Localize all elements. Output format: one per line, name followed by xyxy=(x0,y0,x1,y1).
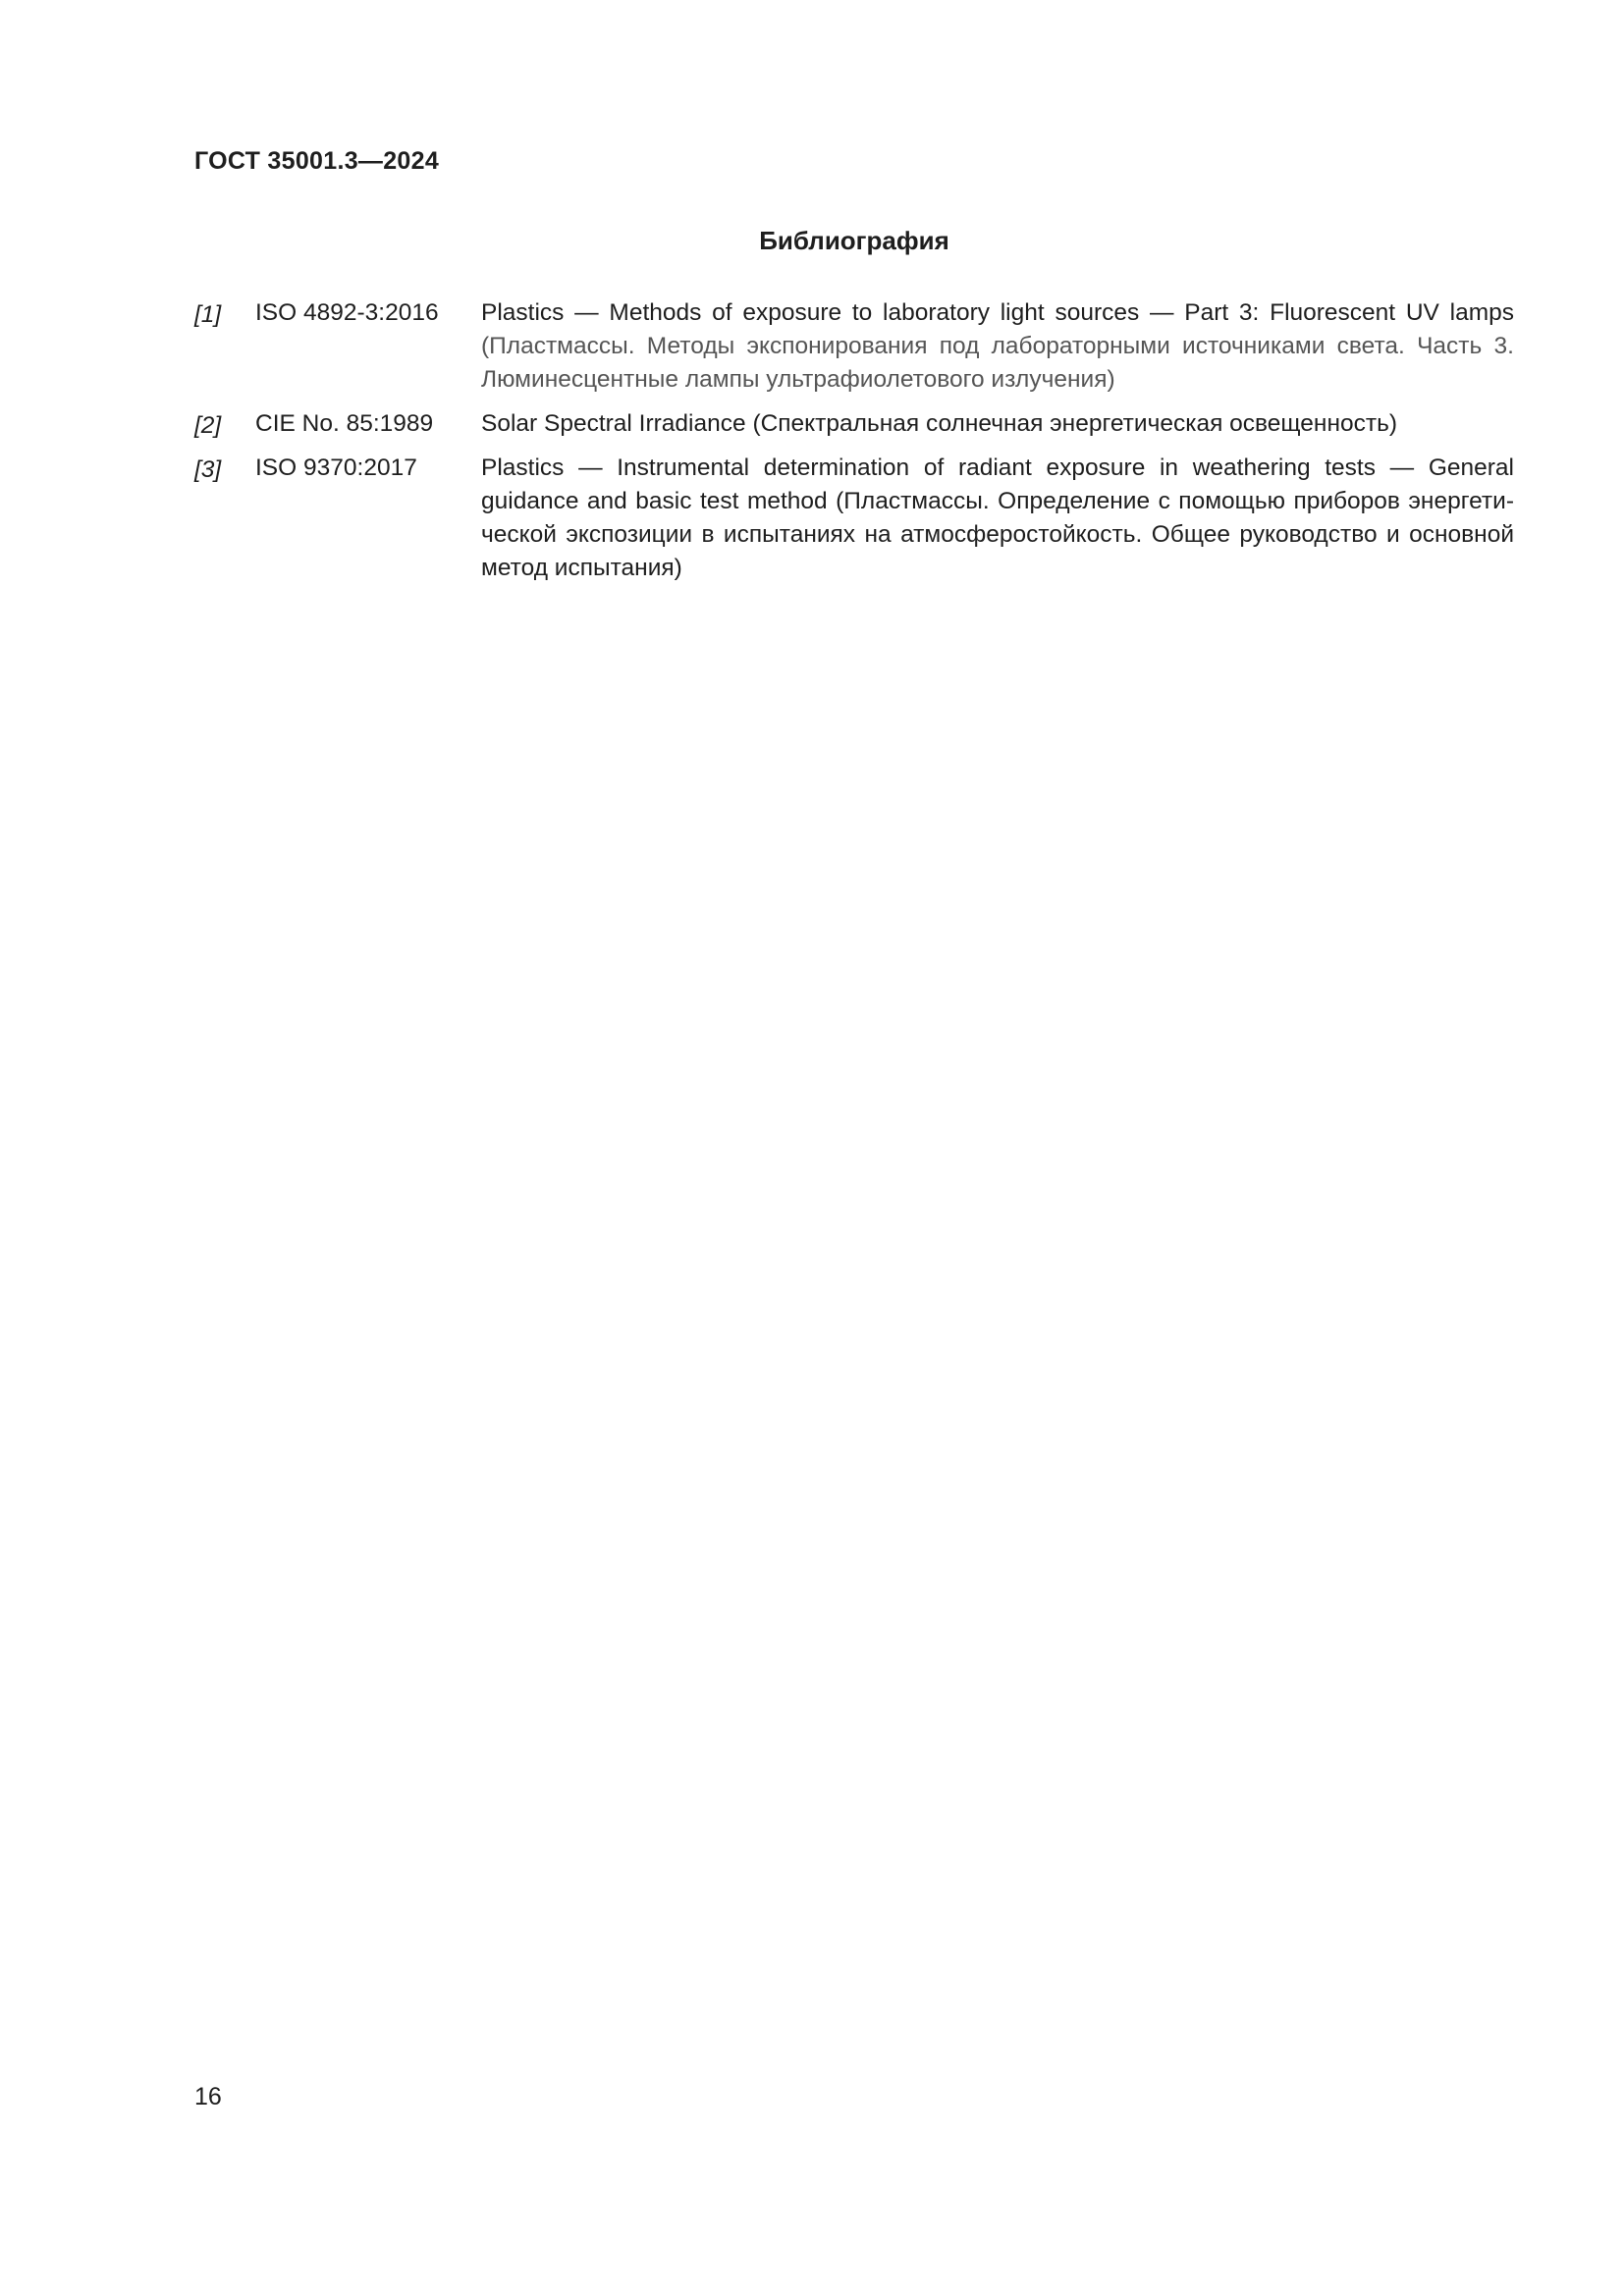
entry-text xyxy=(481,452,1514,585)
entry-number: [3] xyxy=(194,456,222,483)
bibliography-entry xyxy=(194,296,1514,397)
document-id: ГОСТ 35001.3—2024 xyxy=(194,147,440,175)
bibliography-entry xyxy=(194,407,1514,441)
entry-translation: (Пластмассы. Методы экспонирования под лабораторными источниками света. Часть 3. Люминесцентные лампы ультрафиолетового излучения) xyxy=(481,333,1514,393)
bibliography-list xyxy=(194,296,1514,596)
entry-code: CIE No. 85:1989 xyxy=(255,410,434,437)
entry-text xyxy=(481,296,1514,397)
bibliography-title: Библиография xyxy=(759,226,949,255)
entry-title: Plastics — Methods of exposure to laboratory light sources — Part 3: Fluorescent UV lamps xyxy=(481,299,1514,326)
entry-title: Plastics — Instrumental determination of radiant exposure in weathering tests — General guidance and basic test method (Пластмассы. Определение с помощью приборов энергетической экспозиции в испытаниях на атмосферостойкость. Общее руководство и основной метод испытания) xyxy=(481,454,1514,581)
entry-number: [1] xyxy=(194,301,222,328)
bibliography-entry xyxy=(194,452,1514,585)
entry-code: ISO 4892-3:2016 xyxy=(255,299,439,326)
entry-title: Solar Spectral Irradiance (Спектральная солнечная энергетическая освещенность) xyxy=(481,410,1398,437)
page-number: 16 xyxy=(194,2083,222,2110)
entry-code: ISO 9370:2017 xyxy=(255,454,417,481)
entry-text xyxy=(481,407,1514,441)
entry-number: [2] xyxy=(194,412,222,439)
